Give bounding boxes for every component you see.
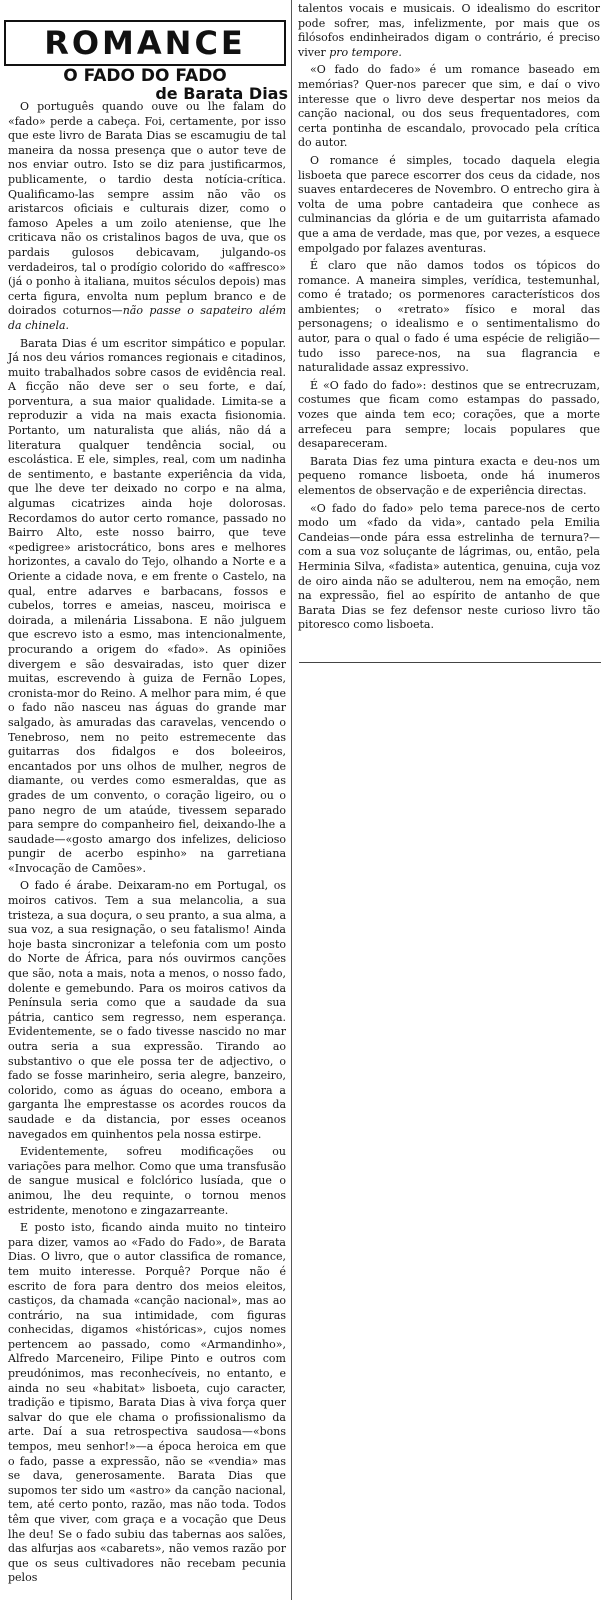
paragraph: É «O fado do fado»: destinos que se entrecruzam, costumes que ficam como estampas do passado, vozes que ainda tem eco; corações, que a morte arrefeceu para sempre; locais populares que desapareceram. [298, 378, 600, 451]
paragraph: O fado é árabe. Deixaram-no em Portugal, os moiros cativos. Tem a sua melancolia, a sua tristeza, a sua doçura, o seu pranto, a sua alma, a sua voz, a sua resignação, o seu fatalismo! Ainda hoje basta sincronizar a telefonia com um posto do Norte de África, para nós ouvirmos canções que são, nota a mais, nota a menos, o nosso fado, dolente e gemebundo. Para os moiros cativos da Península seria como que a saudade da sua pátria, cantico sem regresso, nem esperança. Evidentemente, se o fado tivesse nascido no mar outra seria a sua expressão. Tirando ao substantivo o que ele possa ter de adjectivo, o fado se fosse marinheiro, seria alegre, banzeiro, colorido, como as águas do oceano, embora a garganta lhe emprestasse os acordes roucos da saudade e da distancia, por esses oceanos navegados em quinhentos pela nossa estirpe. [8, 879, 286, 1141]
paragraph [298, 2, 600, 60]
paragraph: Barata Dias é um escritor simpático e popular. Já nos deu vários romances regionais e citadinos, muito trabalhados sobre casos de evidência real. A ficção não deve ser o seu forte, e daí, porventura, a sua maior qualidade. Limita-se a reproduzir a vida na mais exacta fisionomia. Portanto, um naturalista que aliás, não dá a literatura qualquer tendência social, ou escolástica. E ele, simples, real, com um nadinha de sentimento, e bastante experiência da vida, que lhe deve ter deixado no corpo e na alma, algumas cicatrizes ainda hoje dolorosas. Recordamos do autor certo romance, passado no Bairro Alto, este nosso bairro, que teve «pedigree» aristocrático, bons ares e melhores horizontes, a cavalo do Tejo, olhando a Norte e a Oriente a cidade nova, e em frente o Castelo, na qual, entre adarves e barbacans, fossos e cubelos, torres e ameias, nasceu, moirisca e doirada, a milenária Lissabona. E não julguem que escrevo isto a esmo, mas intencionalmente, procurando a origem do «fado». As opiniões divergem e são desvairadas, isto quer dizer muitas, escrevendo à guiza de Fernão Lopes, cronista-mor do Reino. A melhor para mim, é que o fado não nasceu nas águas do grande mar salgado, às amuradas das caravelas, vencendo o Tenebroso, nem no peito estremecente das guitarras dos fidalgos e dos boleeiros, encantados por uns olhos de mulher, negros de diamante, ou verdes como esmeraldas, que as grades de um convento, o coração ligeiro, ou o pano negro de um ataúde, tivessem separado para sempre do companheiro fiel, deixando-lhe a saudade—«gosto amargo dos infelizes, delicioso pungir de acerbo espinho» na garretiana «Invocação de Camões». [8, 336, 286, 875]
article-column-right [298, 2, 600, 636]
section-title: ROMANCE [44, 24, 246, 62]
article-title: O FADO DO FADO [63, 66, 227, 86]
paragraph-text: talentos vocais e musicais. O idealismo do escritor pode sofrer, mas, infelizmente, por mais que os filósofos endinheirados digam o contrário, é preciso viver [298, 2, 600, 59]
paragraph-text: O português quando ouve ou lhe falam do «fado» perde a cabeça. Foi, certamente, por isso que este livro de Barata Dias se escamugiu de tal maneira da nossa presença que o autor teve de nos enviar outro. Isto se diz para justificarmos, publicamente, o tardio desta notícia-crítica. Qualificamo-las sempre assim não vão os aristarcos oficiais e culturais dizer, como o famoso Apeles a um zoilo ateniense, que lhe criticava não os cristalinos bagos de uva, que os pardais gulosos debicavam, julgando-os verdadeiros, tal o prodígio colorido do «affresco» (já o ponho à italiana, muitos séculos depois) mas certa figura, envolta num peplum branco e de doirados coturnos— [8, 100, 286, 318]
paragraph: Evidentemente, sofreu modificações ou variações para melhor. Como que uma transfusão de sangue musical e folclórico lusíada, que o animou, lhe deu requinte, o tornou menos estridente, menotono e zingazarreante. [8, 1145, 286, 1217]
paragraph: «O fado do fado» é um romance baseado em memórias? Quer-nos parecer que sim, e daí o vivo interesse que o livro deve despertar nos meios da canção nacional, ou dos seus frequentadores, com certa pontinha de escandalo, provocado pela crítica do autor. [298, 63, 600, 150]
paragraph: E posto isto, ficando ainda muito no tinteiro para dizer, vamos ao «Fado do Fado», de Barata Dias. O livro, que o autor classifica de romance, tem muito interesse. Porquê? Porque não é escrito de fora para dentro dos meios eleitos, castiços, da chamada «canção nacional», mas ao contrário, na sua intimidade, com figuras conhecidas, digamos «históricas», cujos nomes pertencem ao passado, como «Armandinho», Alfredo Marceneiro, Filipe Pinto e outros com preudónimos, mas reconhecíveis, no entanto, e ainda no seu «habitat» lisboeta, cujo caracter, tradição e tipismo, Barata Dias à viva força quer salvar do que ele chama o profissionalismo da arte. Daí a sua retrospectiva saudosa—«bons tempos, meu senhor!»—a época heroica em que o fado, passe a expressão, não se «vendia» mas se dava, generosamente. Barata Dias que supomos ter sido um «astro» da canção nacional, tem, até certo ponto, razão, mas não toda. Todos têm que viver, com graça e a vocação que Deus lhe deu! Se o fado subiu das tabernas aos salões, das alfurjas aos «cabarets», não vemos razão por que os seus cultivadores não recebam pecunia pelos [8, 1221, 286, 1585]
paragraph: É claro que não damos todos os tópicos do romance. A maneira simples, verídica, testemunhal, como é tratado; os pormenores característicos dos ambientes; o «retrato» físico e moral das personagens; o idealismo e o sentimentalismo do autor, para o qual o fado é uma espécie de religião—tudo isso parece-nos, na sua flagrancia e naturalidade assaz expressivo. [298, 259, 600, 375]
article-end-rule [299, 662, 601, 663]
column-divider [291, 0, 292, 1600]
paragraph: O romance é simples, tocado daquela elegia lisboeta que parece escorrer dos ceus da cidade, nos suaves entardeceres de Novembro. O entrecho gira à volta de uma pobre cantadeira que conhece as culminancias da glória e de um guitarrista afamado que a ama de verdade, mas que, por vezes, a esquece empolgado por falazes aventuras. [298, 153, 600, 255]
paragraph: Barata Dias fez uma pintura exacta e deu-nos um pequeno romance lisboeta, onde há inumeros elementos de observação e de experiência directas. [298, 454, 600, 497]
paragraph-italic-text: não passe o sapateiro além da chinela. [8, 304, 287, 332]
paragraph: «O fado do fado» pelo tema parece-nos de certo modo um «fado da vida», cantado pela Emilia Candeias—onde pára essa estrelinha de ternura?—com a sua voz soluçante de lágrimas, ou, então, pela Herminia Silva, «fadista» autentica, genuina, cuja voz de oiro ainda não se adulterou, nem na emoção, nem na expressão, fiel ao espírito de antanho de que Barata Dias se fez defensor neste curioso livro tão pitoresco como lisboeta. [298, 501, 600, 632]
article-byline: de Barata Dias [155, 84, 288, 103]
paragraph-italic-text: pro tempore. [329, 45, 402, 59]
article-column-left [8, 100, 286, 1589]
paragraph [8, 100, 286, 334]
